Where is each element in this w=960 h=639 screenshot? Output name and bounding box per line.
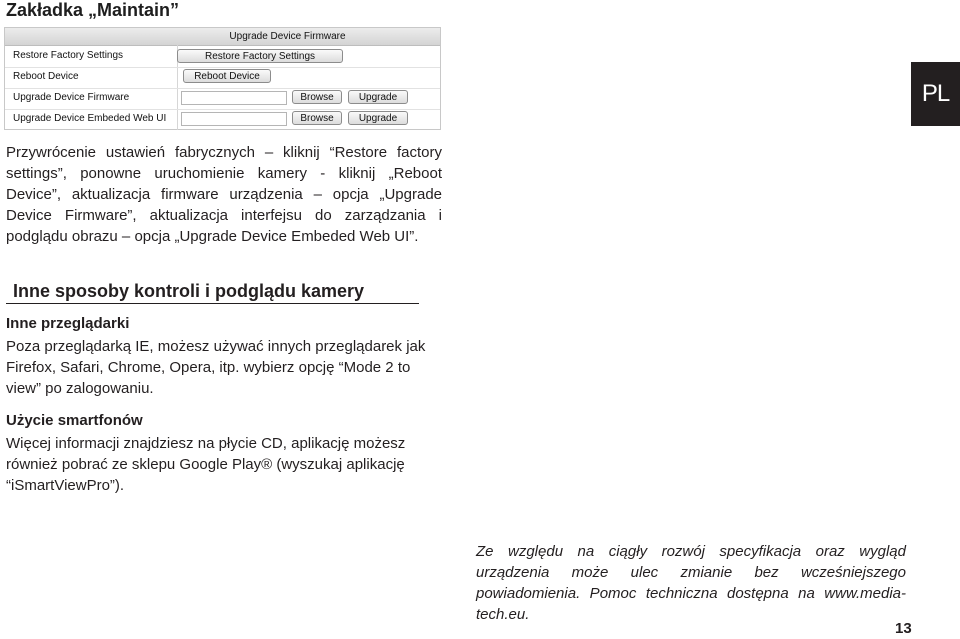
firmware-upgrade-button[interactable]: Upgrade: [348, 90, 408, 104]
panel-header-title: Upgrade Device Firmware: [229, 31, 346, 42]
web-ui-file-input[interactable]: [181, 112, 287, 126]
smartphones-paragraph: Więcej informacji znajdziesz na płycie CD, aplikację możesz również pobrać ze sklepu Google Play® (wyszukaj aplikację “iSmartViewPro”).: [6, 435, 406, 494]
row-reboot-device: [5, 67, 440, 89]
web-ui-browse-button[interactable]: Browse: [292, 111, 342, 125]
row-label: Upgrade Device Embeded Web UI: [13, 113, 167, 124]
row-label: Reboot Device: [13, 71, 79, 82]
firmware-browse-button[interactable]: Browse: [292, 90, 342, 104]
page-heading: Zakładka „Maintain”: [6, 0, 180, 20]
panel-header: [5, 28, 440, 46]
row-upgrade-web-ui: [5, 109, 440, 130]
web-ui-upgrade-button[interactable]: Upgrade: [348, 111, 408, 125]
row-label: Upgrade Device Firmware: [13, 92, 130, 103]
reboot-device-button[interactable]: Reboot Device: [183, 69, 271, 83]
restore-paragraph: Przywrócenie ustawień fabrycznych – kliknij “Restore factory settings”, ponowne uruchomienie kamery - kliknij „Reboot Device”, aktualizacja firmware urządzenia – opcja „Upgrade Device Firmware”, aktualizacja interfejsu do zarządzania i podglądu obrazu – opcja „Upgrade Device Embeded Web UI”.: [6, 144, 442, 245]
language-badge: PL: [911, 62, 960, 126]
smartphones-heading: Użycie smartfonów: [6, 412, 143, 429]
row-label: Restore Factory Settings: [13, 50, 124, 61]
section-heading: Inne sposoby kontroli i podglądu kamery: [6, 279, 419, 304]
browsers-heading: Inne przeglądarki: [6, 315, 130, 332]
page-number: 13: [895, 620, 912, 637]
row-restore-factory: [5, 46, 440, 68]
row-upgrade-firmware: [5, 88, 440, 110]
maintain-panel: [4, 27, 441, 130]
firmware-file-input[interactable]: [181, 91, 287, 105]
disclaimer-note: Ze względu na ciągły rozwój specyfikacja oraz wygląd urządzenia może ulec zmianie bez wcześniejszego powiadomienia. Pomoc techniczna dostępna na www.media-tech.eu.: [476, 543, 906, 623]
restore-factory-settings-button[interactable]: Restore Factory Settings: [177, 49, 343, 63]
browsers-paragraph: Poza przeglądarką IE, możesz używać innych przeglądarek jak Firefox, Safari, Chrome, Opera, itp. wybierz opcję “Mode 2 to view” po zalogowaniu.: [6, 338, 426, 397]
